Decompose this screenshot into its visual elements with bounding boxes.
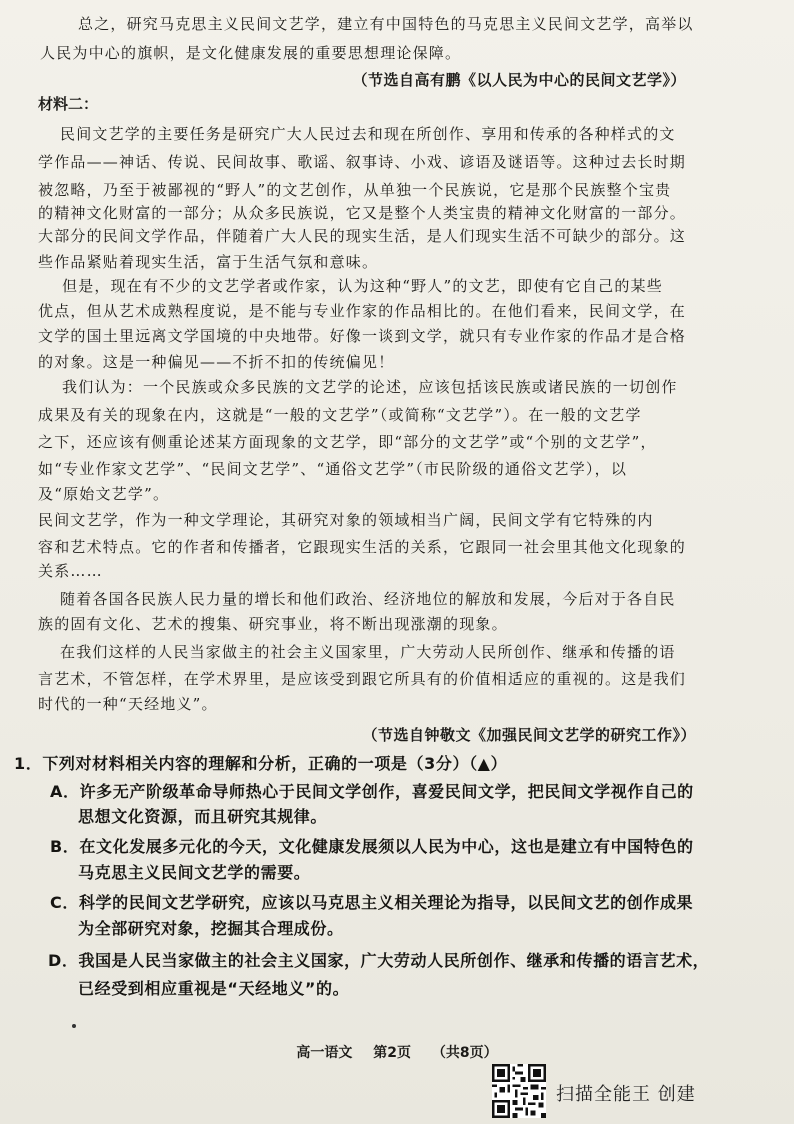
material-line-22: 言艺术，不管怎样，在学术界里，是应该受到跟它所具有的价值相适应的重视的。这是我们 (38, 670, 687, 688)
option-b-line-1: B．在文化发展多元化的今天，文化健康发展须以人民为中心，这也是建立有中国特色的 (50, 837, 694, 856)
material-line-7: 但是，现在有不少的文艺学者或作家，认为这种“野人”的文艺，即使有它自己的某些 (62, 277, 663, 295)
material-line-19: 随着各国各民族人民力量的增长和他们政治、经济地位的解放和发展，今后对于各自民 (60, 590, 676, 608)
top-paragraph-line-2: 人民为中心的旗帜，是文化健康发展的重要思想理论保障。 (40, 44, 462, 62)
material-line-10: 的对象。这是一种偏见——不折不扣的传统偏见！ (38, 353, 395, 371)
material-line-23: 时代的一种“天经地义”。 (38, 695, 218, 713)
material-line-2: 学作品——神话、传说、民间故事、歌谣、叙事诗、小戏、谚语及谜语等。这种过去长时期 (38, 153, 687, 171)
footer-total-pages: （共8页） (431, 1045, 498, 1061)
material-line-16: 民间文艺学，作为一种文学理论，其研究对象的领域相当广阔，民间文学有它特殊的内 (38, 511, 654, 529)
material-line-17: 容和艺术特点。它的作者和传播者，它跟现实生活的关系，它跟同一社会里其他文化现象的 (38, 538, 687, 556)
material-line-21: 在我们这样的人民当家做主的社会主义国家里，广大劳动人民所创作、继承和传播的语 (60, 643, 676, 661)
page-footer (0, 1042, 794, 1062)
material-line-4: 的精神文化财富的一部分；从众多民族说，它又是整个人类宝贵的精神文化财富的一部分。 (38, 204, 687, 222)
option-a-line-2: 思想文化资源，而且研究其规律。 (78, 807, 328, 826)
option-d-line-1: D．我国是人民当家做主的社会主义国家，广大劳动人民所创作、继承和传播的语言艺术， (48, 951, 710, 970)
source-citation-2: （节选自钟敬文《加强民间文艺学的研究工作》） (362, 726, 696, 744)
option-b-line-2: 马克思主义民间文艺学的需要。 (78, 863, 311, 882)
material-line-20: 族的固有文化、艺术的搜集、研究事业，将不断出现涨潮的现象。 (38, 615, 508, 633)
material-two-heading: 材料二： (38, 95, 99, 113)
footer-page-number: 第2页 (373, 1045, 411, 1061)
qr-code-icon (492, 1064, 546, 1118)
question-stem: 1．下列对材料相关内容的理解和分析，正确的一项是（3分）（▲） (14, 754, 508, 773)
footer-subject: 高一语文 (296, 1045, 353, 1061)
material-line-15: 及“原始文艺学”。 (38, 485, 170, 503)
material-line-8: 优点，但从艺术成熟程度说，是不能与专业作家的作品相比的。在他们看来，民间文学，在 (38, 302, 687, 320)
option-a-line-1: A．许多无产阶级革命导师热心于民间文学创作，喜爱民间文学，把民间文学视作自己的 (50, 782, 694, 801)
material-line-5: 大部分的民间文学作品，伴随着广大人民的现实生活，是人们现实生活不可缺少的部分。这 (38, 227, 687, 245)
material-line-18: 关系…… (38, 562, 103, 580)
material-line-14: 如“专业作家文艺学”、“民间文艺学”、“通俗文艺学”（市民阶级的通俗文艺学），以 (38, 460, 628, 478)
material-line-12: 成果及有关的现象在内，这就是“一般的文艺学”（或简称“文艺学”）。在一般的文艺学 (38, 406, 642, 424)
option-c-line-2: 为全部研究对象，挖掘其合理成份。 (78, 919, 344, 938)
material-line-6: 些作品紧贴着现实生活，富于生活气氛和意味。 (38, 253, 379, 271)
source-citation-1: （节选自高有鹏《以人民为中心的民间文艺学》） (352, 71, 686, 89)
scanner-watermark: 扫描全能王 创建 (556, 1084, 696, 1105)
option-d-line-2: 已经受到相应重视是“天经地义”的。 (78, 979, 350, 998)
material-line-1: 民间文艺学的主要任务是研究广大人民过去和现在所创作、享用和传承的各种样式的文 (60, 125, 676, 143)
material-line-11: 我们认为：一个民族或众多民族的文艺学的论述，应该包括该民族或诸民族的一切创作 (62, 378, 678, 396)
stray-mark (72, 1024, 76, 1028)
option-c-line-1: C．科学的民间文艺学研究，应该以马克思主义相关理论为指导，以民间文艺的创作成果 (50, 893, 694, 912)
material-line-3: 被忽略，乃至于被鄙视的“野人”的文艺创作，从单独一个民族说，它是那个民族整个宝贵 (38, 181, 672, 199)
top-paragraph-line-1: 总之，研究马克思主义民间文艺学，建立有中国特色的马克思主义民间文艺学，高举以 (78, 15, 694, 33)
material-line-9: 文学的国土里远离文学国境的中央地带。好像一谈到文学，就只有专业作家的作品才是合格 (38, 327, 687, 345)
material-line-13: 之下，还应该有侧重论述某方面现象的文艺学，即“部分的文艺学”或“个别的文艺学”， (38, 433, 657, 451)
